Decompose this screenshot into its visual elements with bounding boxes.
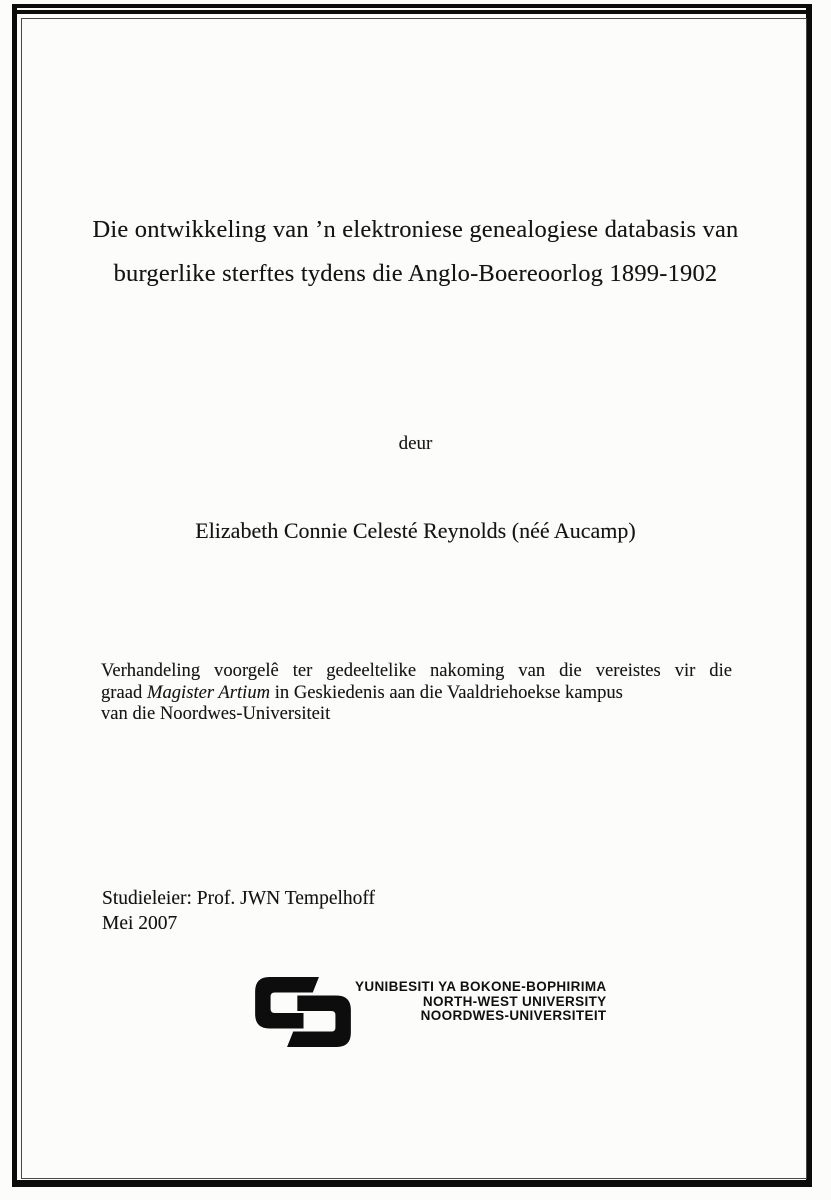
thesis-statement <box>101 660 732 725</box>
thesis-statement-line-2 <box>101 682 732 704</box>
deur-label: deur <box>398 433 433 454</box>
thesis-statement-line-3: van die Noordwes-Universiteit <box>101 703 331 724</box>
thesis-title <box>60 208 771 296</box>
thesis-statement-line-1: Verhandeling voorgelê ter gedeeltelike nakoming van die vereistes vir die <box>101 660 732 681</box>
page-border-top-second-line <box>14 10 809 14</box>
nwu-interlocked-links-icon <box>255 977 351 1047</box>
thesis-title-line-1: Die ontwikkeling van ’n elektroniese genealogiese databasis van <box>92 216 739 243</box>
logo-text-english: NORTH-WEST UNIVERSITY <box>422 993 607 1009</box>
thesis-statement-line-2-post: in Geskiedenis aan die Vaaldriehoekse kampus <box>270 681 623 703</box>
date-line: Mei 2007 <box>102 913 178 934</box>
logo-text-setswana: YUNIBESITI YA BOKONE-BOPHIRIMA <box>355 979 607 994</box>
thesis-statement-line-2-pre: graad <box>101 681 147 703</box>
author-name: Elizabeth Connie Celesté Reynolds (néé Aucamp) <box>195 518 636 543</box>
university-logo-text <box>355 980 607 1024</box>
supervisor-and-date <box>102 886 375 936</box>
university-logo <box>255 977 607 1047</box>
logo-text-afrikaans: NOORDWES-UNIVERSITEIT <box>420 1008 607 1023</box>
thesis-title-line-2: burgerlike sterftes tydens die Anglo-Boereoorlog 1899-1902 <box>113 260 718 287</box>
degree-name-italic: Magister Artium <box>146 681 271 703</box>
supervisor-line: Studieleier: Prof. JWN Tempelhoff <box>102 888 376 909</box>
